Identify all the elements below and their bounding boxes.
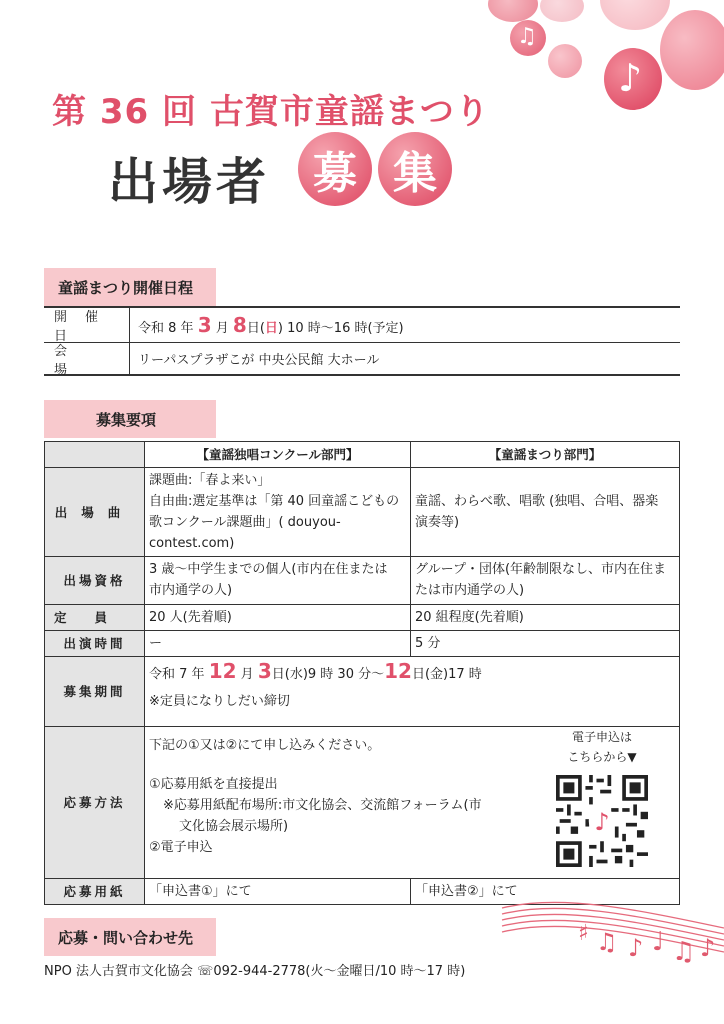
date-value: 令和 8 年 3 月 8日(日) 10 時～16 時(予定) <box>138 313 404 337</box>
venue-label: 会場 <box>44 343 130 374</box>
eligibility-solo: 3 歳～中学生までの個人(市内在住または 市内通学の人) <box>145 557 411 605</box>
recruit-title: 出場者 <box>108 153 270 211</box>
songs-label: 出場曲 <box>45 468 145 557</box>
period-value: 令和 7 年 12 月 3日(水)9 時 30 分～12日(金)17 時 ※定員になりしだい締切 <box>145 657 680 727</box>
schedule-table <box>44 306 680 376</box>
music-note-icon: ♪ <box>618 56 643 100</box>
decor-bubble <box>488 0 538 22</box>
method-value: 下記の①又は②にて申し込みください。 ①応募用紙を直接提出 ※応募用紙配布場所:市文化協会、交流館フォーラム(市 文化協会展示場所) ②電子申込 電子申込は こちらから▼ ♪ <box>145 727 680 879</box>
form-festival: 「申込書②」にて <box>411 879 680 905</box>
svg-text:♩: ♩ <box>652 927 665 957</box>
capacity-label: 定員 <box>45 605 145 631</box>
performance-time-festival: 5 分 <box>411 631 680 657</box>
schedule-venue-row <box>44 342 680 378</box>
qr-area: 電子申込は こちらから▼ ♪ <box>547 727 657 873</box>
table-row <box>45 631 680 657</box>
form-label: 応募用紙 <box>45 879 145 905</box>
eligibility-label: 出場資格 <box>45 557 145 605</box>
songs-solo: 課題曲:「春よ来い」 自由曲:選定基準は「第 40 回童謡こどもの 歌コンクール課題曲」( douyou- contest.com) <box>145 468 411 557</box>
decor-bubble <box>540 0 584 22</box>
music-note-icon: ♫ <box>517 24 537 49</box>
songs-festival: 童謡、わらべ歌、唱歌 (独唱、合唱、器楽 演奏等) <box>411 468 680 557</box>
music-staff-decoration <box>500 890 724 980</box>
schedule-date-row <box>44 308 680 342</box>
table-row <box>45 605 680 631</box>
blank-header <box>45 442 145 468</box>
title-circle-char: 募 <box>298 132 372 206</box>
capacity-festival: 20 組程度(先着順) <box>411 605 680 631</box>
decor-bubble <box>660 10 724 90</box>
table-row <box>45 657 680 727</box>
table-row <box>45 468 680 557</box>
section-label-schedule: 童謡まつり開催日程 <box>44 268 216 306</box>
date-label: 開催日 <box>44 308 130 342</box>
performance-time-label: 出演時間 <box>45 631 145 657</box>
svg-text:♪: ♪ <box>628 934 644 962</box>
performance-time-solo: ー <box>145 631 411 657</box>
table-row <box>45 557 680 605</box>
requirements-table <box>44 441 680 905</box>
method-label: 応募方法 <box>45 727 145 879</box>
svg-text:♪: ♪ <box>594 808 610 837</box>
decor-bubble <box>600 0 670 30</box>
table-row <box>45 727 680 879</box>
capacity-solo: 20 人(先着順) <box>145 605 411 631</box>
qr-code[interactable] <box>556 775 648 867</box>
col-header-solo: 【童謡独唱コンクール部門】 <box>145 442 411 468</box>
col-header-festival: 【童謡まつり部門】 <box>411 442 680 468</box>
title-circle-char: 集 <box>378 132 452 206</box>
svg-text:♫: ♫ <box>596 928 618 956</box>
svg-text:♫: ♫ <box>672 937 696 967</box>
eligibility-festival: グループ・団体(年齢制限なし、市内在住ま たは市内通学の人) <box>411 557 680 605</box>
period-label: 募集期間 <box>45 657 145 727</box>
section-label-contact: 応募・問い合わせ先 <box>44 918 216 956</box>
svg-text:♪: ♪ <box>700 934 716 962</box>
venue-value: リーパスプラザこが 中央公民館 大ホール <box>138 353 380 368</box>
section-label-requirements: 募集要項 <box>44 400 216 438</box>
svg-text:♯: ♯ <box>578 921 589 946</box>
event-title: 第 36 回 古賀市童謡まつり <box>52 92 490 132</box>
contact-info: NPO 法人古賀市文化協会 ☏092-944-2778(火～金曜日/10 時～17 時) <box>44 964 466 979</box>
form-solo: 「申込書①」にて <box>145 879 411 905</box>
decor-bubble <box>548 44 582 78</box>
